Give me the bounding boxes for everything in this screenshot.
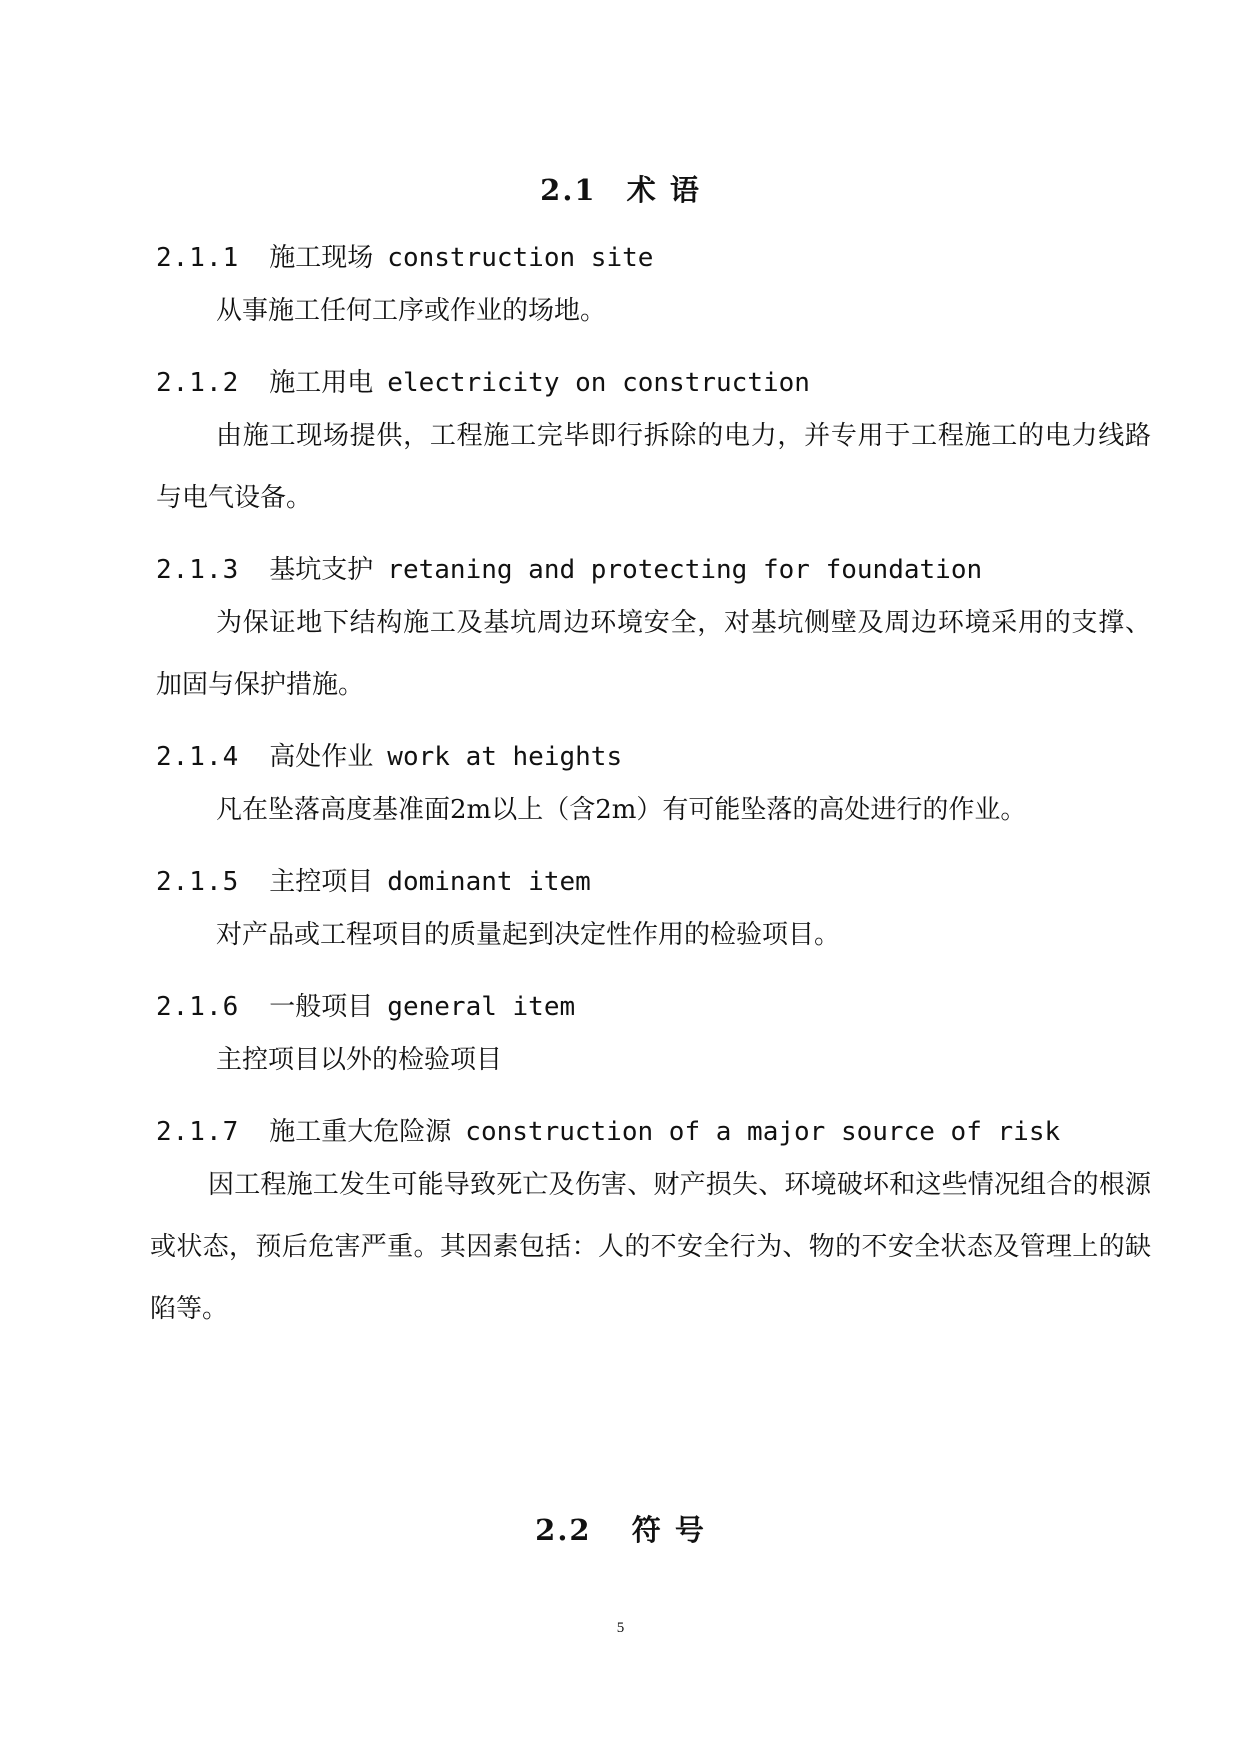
section-number: 2.2 (535, 1513, 592, 1547)
term-chinese: 基坑支护 (269, 555, 374, 585)
term-english: retaning and protecting for foundation (387, 555, 983, 585)
term-english: construction of a major source of risk (465, 1117, 1061, 1147)
term-definition-2-1-7: 因工程施工发生可能导致死亡及伤害、财产损失、环境破坏和这些情况组合的根源或状态，预后危害严重。其因素包括：人的不安全行为、物的不安全状态及管理上的缺陷等。 (150, 1170, 1151, 1324)
section-title: 符 号 (631, 1513, 706, 1547)
term-chinese: 施工现场 (269, 243, 374, 273)
term-chinese: 高处作业 (269, 742, 374, 772)
term-english: work at heights (387, 742, 623, 772)
term-heading-2-1-6 (156, 986, 575, 1023)
section-title: 术 语 (626, 173, 701, 207)
term-definition-2-1-4: 凡在坠落高度基准面2m以上（含2m）有可能坠落的高处进行的作业。 (216, 795, 1027, 825)
term-english: general item (387, 992, 576, 1022)
term-heading-2-1-3 (156, 549, 982, 586)
term-chinese: 施工重大危险源 (269, 1117, 452, 1147)
term-chinese: 一般项目 (269, 992, 374, 1022)
term-chinese: 施工用电 (269, 368, 374, 398)
term-heading-2-1-7 (156, 1111, 1060, 1148)
section-heading-terms (0, 168, 1241, 209)
term-heading-2-1-5 (156, 861, 591, 898)
term-number: 2.1.6 (156, 992, 240, 1022)
term-definition-2-1-2: 由施工现场提供，工程施工完毕即行拆除的电力，并专用于工程施工的电力线路与电气设备。 (156, 421, 1151, 513)
term-number: 2.1.5 (156, 867, 240, 897)
term-english: construction site (387, 243, 654, 273)
term-heading-2-1-2 (156, 362, 810, 399)
term-heading-2-1-1 (156, 237, 653, 274)
term-definition-2-1-3: 为保证地下结构施工及基坑周边环境安全，对基坑侧壁及周边环境采用的支撑、加固与保护措施。 (156, 608, 1151, 700)
term-definition-2-1-6: 主控项目以外的检验项目 (216, 1045, 503, 1075)
term-definition-2-1-1: 从事施工任何工序或作业的场地。 (216, 296, 607, 326)
term-chinese: 主控项目 (269, 867, 374, 897)
term-definition-2-1-5: 对产品或工程项目的质量起到决定性作用的检验项目。 (216, 920, 841, 950)
section-number: 2.1 (540, 173, 597, 207)
term-number: 2.1.4 (156, 742, 240, 772)
term-number: 2.1.1 (156, 243, 240, 273)
term-english: dominant item (387, 867, 591, 897)
term-number: 2.1.7 (156, 1117, 240, 1147)
term-number: 2.1.3 (156, 555, 240, 585)
term-heading-2-1-4 (156, 736, 622, 773)
section-heading-symbols (0, 1508, 1241, 1549)
term-english: electricity on construction (387, 368, 810, 398)
term-number: 2.1.2 (156, 368, 240, 398)
page-number: 5 (616, 1620, 625, 1636)
